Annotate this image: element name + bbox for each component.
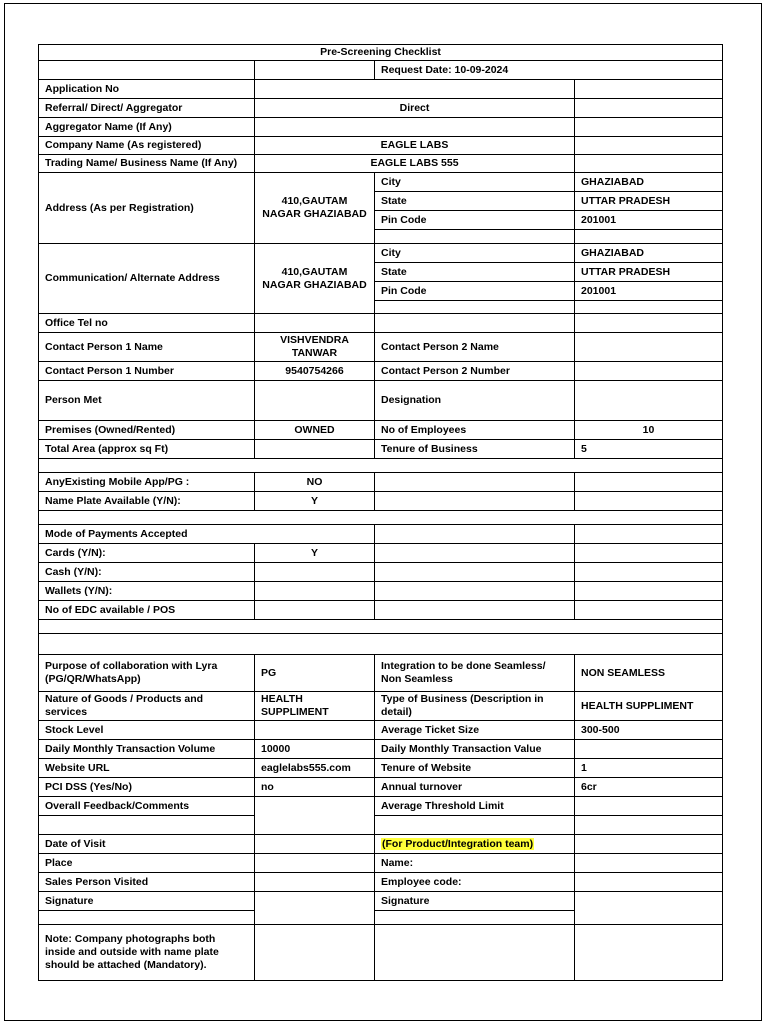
total-area-label: Total Area (approx sq Ft): [39, 440, 255, 459]
contact1-number-value: 9540754266: [255, 362, 375, 381]
company-name-value: EAGLE LABS: [255, 137, 575, 155]
annual-turnover-label: Annual turnover: [375, 778, 575, 797]
type-business-value: HEALTH SUPPLIMENT: [575, 692, 723, 721]
txn-value-field[interactable]: [575, 740, 723, 759]
tenure-website-value: 1: [575, 759, 723, 778]
spacer-row: [39, 511, 723, 525]
contact2-name-label: Contact Person 2 Name: [375, 333, 575, 362]
integration-value: NON SEAMLESS: [575, 655, 723, 692]
signature-left-label: Signature: [39, 892, 255, 911]
tenure-business-value: 5: [575, 440, 723, 459]
company-name-label: Company Name (As registered): [39, 137, 255, 155]
address-label: Address (As per Registration): [39, 173, 255, 244]
address-pin-label: Pin Code: [375, 211, 575, 230]
address-state-value: UTTAR PRADESH: [575, 192, 723, 211]
signature-left-field[interactable]: [255, 892, 375, 925]
avg-threshold-label: Average Threshold Limit: [375, 797, 575, 816]
tenure-website-label: Tenure of Website: [375, 759, 575, 778]
cash-label: Cash (Y/N):: [39, 563, 255, 582]
comm-city-value: GHAZIABAD: [575, 244, 723, 263]
stock-level-label: Stock Level: [39, 721, 255, 740]
avg-ticket-label: Average Ticket Size: [375, 721, 575, 740]
date-of-visit-field[interactable]: [255, 835, 375, 854]
employees-value: 10: [575, 421, 723, 440]
employee-code-field[interactable]: [575, 873, 723, 892]
wallets-label: Wallets (Y/N):: [39, 582, 255, 601]
place-label: Place: [39, 854, 255, 873]
place-field[interactable]: [255, 854, 375, 873]
feedback-label: Overall Feedback/Comments: [39, 797, 255, 816]
comm-pin-value: 201001: [575, 282, 723, 301]
avg-threshold-field[interactable]: [575, 797, 723, 816]
annual-turnover-value: 6cr: [575, 778, 723, 797]
nature-goods-value: HEALTH SUPPLIMENT: [255, 692, 375, 721]
pci-dss-value: no: [255, 778, 375, 797]
type-business-label: Type of Business (Description in detail): [375, 692, 575, 721]
feedback-field[interactable]: [255, 797, 375, 835]
cards-label: Cards (Y/N):: [39, 544, 255, 563]
note-text: Note: Company photographs both inside and outside with name plate should be attached (Mandatory).: [39, 925, 255, 981]
wallets-field[interactable]: [255, 582, 375, 601]
comm-address-value: 410,GAUTAM NAGAR GHAZIABAD: [255, 244, 375, 314]
aggregator-name-label: Aggregator Name (If Any): [39, 118, 255, 137]
purpose-label: Purpose of collaboration with Lyra (PG/QR/WhatsApp): [39, 655, 255, 692]
employees-label: No of Employees: [375, 421, 575, 440]
txn-volume-value: 10000: [255, 740, 375, 759]
request-date: Request Date: 10-09-2024: [375, 61, 723, 80]
spacer-row: [39, 620, 723, 634]
contact2-number-field[interactable]: [575, 362, 723, 381]
referral-value: Direct: [255, 99, 575, 118]
address-value: 410,GAUTAM NAGAR GHAZIABAD: [255, 173, 375, 244]
cards-value: Y: [255, 544, 375, 563]
team-name-field[interactable]: [575, 854, 723, 873]
nature-goods-label: Nature of Goods / Products and services: [39, 692, 255, 721]
comm-address-label: Communication/ Alternate Address: [39, 244, 255, 314]
office-tel-field[interactable]: [255, 314, 375, 333]
date-of-visit-label: Date of Visit: [39, 835, 255, 854]
purpose-value: PG: [255, 655, 375, 692]
trading-name-label: Trading Name/ Business Name (If Any): [39, 155, 255, 173]
payments-label: Mode of Payments Accepted: [39, 525, 375, 544]
tenure-business-label: Tenure of Business: [375, 440, 575, 459]
product-team-heading: (For Product/Integration team): [382, 837, 534, 850]
spacer-row: [39, 634, 723, 655]
application-no-field[interactable]: [255, 80, 575, 99]
address-pin-value: 201001: [575, 211, 723, 230]
premises-label: Premises (Owned/Rented): [39, 421, 255, 440]
txn-volume-label: Daily Monthly Transaction Volume: [39, 740, 255, 759]
mobile-app-label: AnyExisting Mobile App/PG :: [39, 473, 255, 492]
referral-label: Referral/ Direct/ Aggregator: [39, 99, 255, 118]
address-city-label: City: [375, 173, 575, 192]
edc-field[interactable]: [255, 601, 375, 620]
cash-field[interactable]: [255, 563, 375, 582]
contact1-name-value: VISHVENDRA TANWAR: [255, 333, 375, 362]
name-plate-label: Name Plate Available (Y/N):: [39, 492, 255, 511]
integration-label: Integration to be done Seamless/ Non Seamless: [375, 655, 575, 692]
website-url-value: eaglelabs555.com: [255, 759, 375, 778]
designation-field[interactable]: [575, 381, 723, 421]
person-met-label: Person Met: [39, 381, 255, 421]
signature-right-field[interactable]: [575, 892, 723, 925]
pre-screening-checklist-table: [38, 44, 723, 981]
contact1-name-label: Contact Person 1 Name: [39, 333, 255, 362]
trading-name-value: EAGLE LABS 555: [255, 155, 575, 173]
aggregator-name-field[interactable]: [255, 118, 575, 137]
designation-label: Designation: [375, 381, 575, 421]
total-area-field[interactable]: [255, 440, 375, 459]
contact2-number-label: Contact Person 2 Number: [375, 362, 575, 381]
comm-pin-label: Pin Code: [375, 282, 575, 301]
comm-state-value: UTTAR PRADESH: [575, 263, 723, 282]
website-url-label: Website URL: [39, 759, 255, 778]
spacer-row: [39, 459, 723, 473]
application-no-label: Application No: [39, 80, 255, 99]
comm-city-label: City: [375, 244, 575, 263]
address-state-label: State: [375, 192, 575, 211]
comm-state-label: State: [375, 263, 575, 282]
stock-level-field[interactable]: [255, 721, 375, 740]
mobile-app-value: NO: [255, 473, 375, 492]
txn-value-label: Daily Monthly Transaction Value: [375, 740, 575, 759]
sales-person-label: Sales Person Visited: [39, 873, 255, 892]
address-city-value: GHAZIABAD: [575, 173, 723, 192]
contact1-number-label: Contact Person 1 Number: [39, 362, 255, 381]
person-met-field[interactable]: [255, 381, 375, 421]
office-tel-label: Office Tel no: [39, 314, 255, 333]
sales-person-field[interactable]: [255, 873, 375, 892]
premises-value: OWNED: [255, 421, 375, 440]
contact2-name-field[interactable]: [575, 333, 723, 362]
pci-dss-label: PCI DSS (Yes/No): [39, 778, 255, 797]
employee-code-label: Employee code:: [375, 873, 575, 892]
avg-ticket-value: 300-500: [575, 721, 723, 740]
team-name-label: Name:: [375, 854, 575, 873]
name-plate-value: Y: [255, 492, 375, 511]
form-title: Pre-Screening Checklist: [39, 45, 723, 61]
signature-right-label: Signature: [375, 892, 575, 911]
edc-label: No of EDC available / POS: [39, 601, 255, 620]
